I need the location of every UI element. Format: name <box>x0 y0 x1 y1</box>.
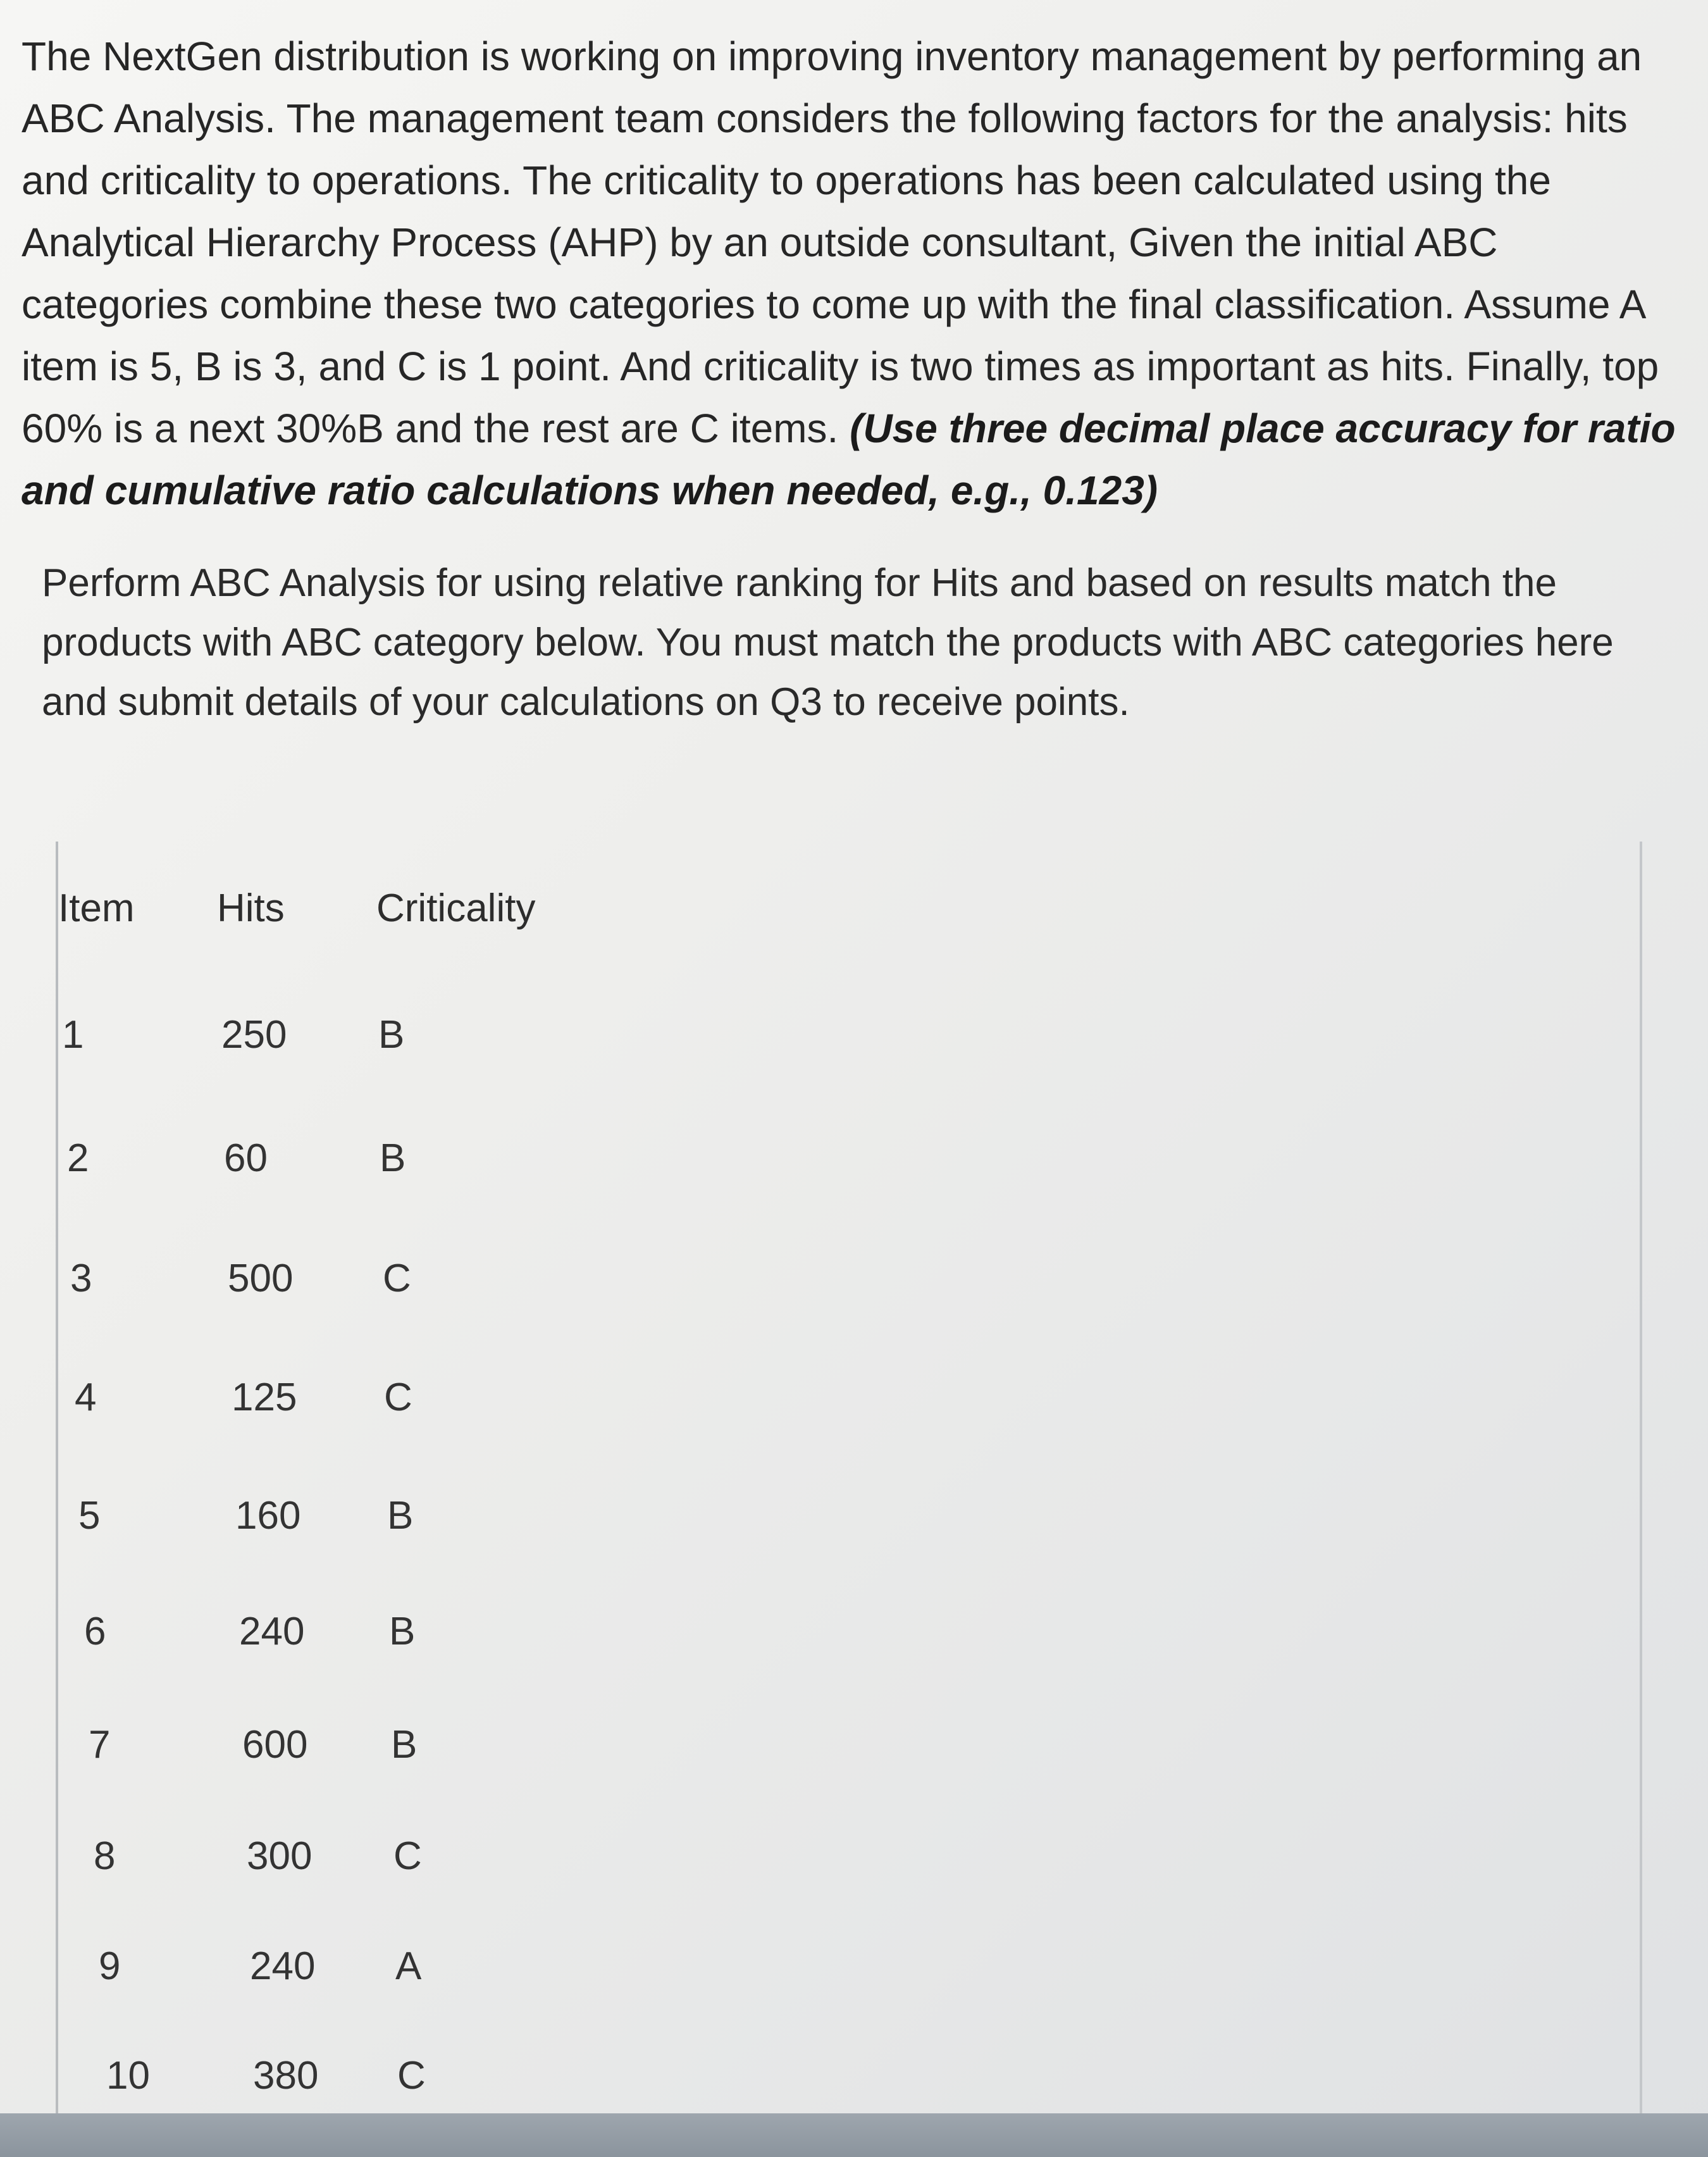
row-10-criticality: C <box>397 2054 426 2098</box>
row-4-criticality: C <box>384 1376 412 1419</box>
row-2-hits: 60 <box>224 1136 268 1180</box>
row-3-criticality: C <box>383 1257 411 1300</box>
row-6-item: 6 <box>84 1610 106 1653</box>
data-table-frame <box>56 842 1642 2113</box>
row-7-item: 7 <box>89 1723 111 1767</box>
header-item: Item <box>58 886 135 930</box>
row-3-item: 3 <box>70 1257 92 1300</box>
row-2-item: 2 <box>67 1136 89 1180</box>
row-8-criticality: C <box>393 1834 422 1878</box>
header-criticality: Criticality <box>376 886 536 930</box>
row-4-hits: 125 <box>232 1376 297 1419</box>
row-10-item: 10 <box>106 2054 150 2098</box>
question-text: The NextGen distribution is working on improving inventory management by performing an ABC Analysis. The management team considers the following factors for the analysis: hits and criticality to operations. The criticality to operations has been calculated using the Analytical Hierarchy Process (AHP) by an outside consultant, Given the initial ABC categories combine these two categories to come up with the final classification. Assume A item is 5, B is 3, and C is 1 point. And criticality is two times as important as hits. Finally, top 60% is a next 30%B and the rest are C items. <box>22 34 1659 451</box>
row-4-item: 4 <box>75 1376 97 1419</box>
row-1-hits: 250 <box>221 1013 287 1057</box>
instruction-paragraph: Perform ABC Analysis for using relative ranking for Hits and based on results match the products with ABC category below. You must match the products with ABC categories here and submit details of your calculations on Q3 to receive points. <box>42 561 1614 724</box>
question-paragraph <box>22 25 1679 521</box>
header-hits: Hits <box>217 886 285 930</box>
row-9-hits: 240 <box>250 1944 316 1988</box>
row-3-hits: 500 <box>228 1257 294 1300</box>
row-10-hits: 380 <box>253 2054 319 2098</box>
row-6-hits: 240 <box>239 1610 305 1653</box>
row-5-hits: 160 <box>235 1494 301 1538</box>
row-5-criticality: B <box>387 1494 414 1538</box>
row-8-item: 8 <box>94 1834 116 1878</box>
row-6-criticality: B <box>389 1610 416 1653</box>
row-5-item: 5 <box>78 1494 101 1538</box>
row-9-criticality: A <box>395 1944 422 1988</box>
screen-bottom-bezel <box>0 2113 1708 2157</box>
row-2-criticality: B <box>380 1136 406 1180</box>
question-emphasis: (Use three decimal place accuracy for ratio and cumulative ratio calculations when needed, e.g., 0.123) <box>22 406 1676 513</box>
row-1-criticality: B <box>378 1013 405 1057</box>
row-7-criticality: B <box>391 1723 418 1767</box>
row-1-item: 1 <box>62 1013 84 1057</box>
row-9-item: 9 <box>99 1944 121 1988</box>
row-7-hits: 600 <box>242 1723 308 1767</box>
row-8-hits: 300 <box>247 1834 313 1878</box>
